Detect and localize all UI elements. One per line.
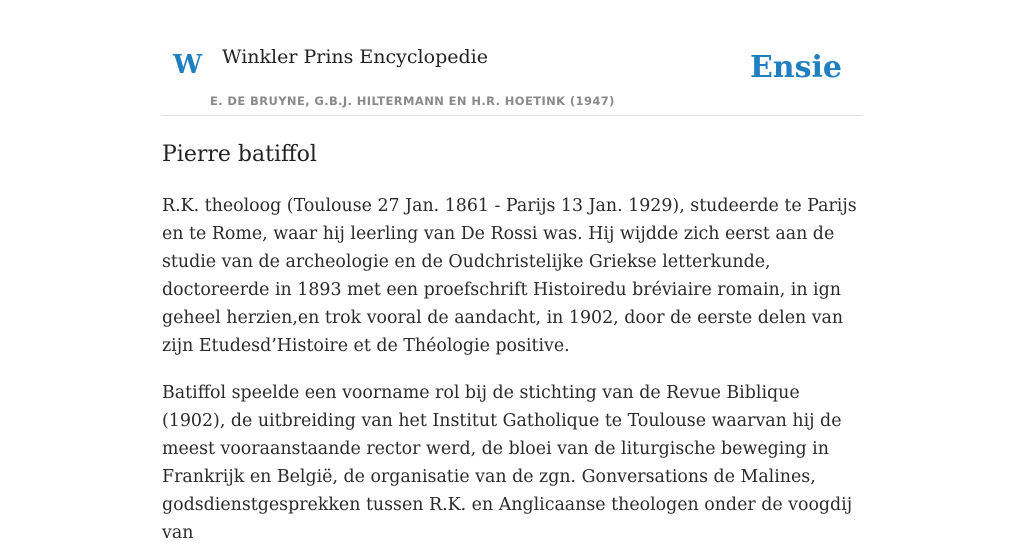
article-paragraph: R.K. theoloog (Toulouse 27 Jan. 1861 - Parijs 13 Jan. 1929), studeerde te Parijs en te Rome, waar hij leerling van De Rossi was. Hij wijdde zich eerst aan de studie van de archeologie en de Oudchristelijke Griekse letterkunde, doctoreerde in 1893 met een proefschrift Histoiredu bréviaire romain, in ign geheel herzien,en trok vooral de aandacht, in 1902, door de eerste delen van zijn Etudesd’Histoire et de Théologie positive.	[162, 195, 857, 356]
site-title-link[interactable]: Winkler Prins Encyclopedie	[222, 46, 488, 68]
site-logo-icon[interactable]: W	[173, 50, 203, 80]
article-paragraph: Batiffol speelde een voorname rol bij de stichting van de Revue Biblique (1902), de uitbreiding van het Institut Gatholique te Toulouse waarvan hij de meest vooraanstaande rector werd, de bloei van de liturgische beweging in Frankrijk en België, de organisatie van de zgn. Gonversations de Malines, godsdienstgesprekken tussen R.K. en Anglicaanse theologen onder de voogdij van	[162, 382, 853, 543]
ensie-brand-link[interactable]: Ensie	[749, 50, 842, 85]
page	[162, 0, 862, 543]
source-authors: E. DE BRUYNE, G.B.J. HILTERMANN EN H.R. HOETINK (1947)	[210, 94, 615, 108]
site-header	[162, 0, 862, 116]
article-title: Pierre batiffol	[162, 142, 317, 167]
